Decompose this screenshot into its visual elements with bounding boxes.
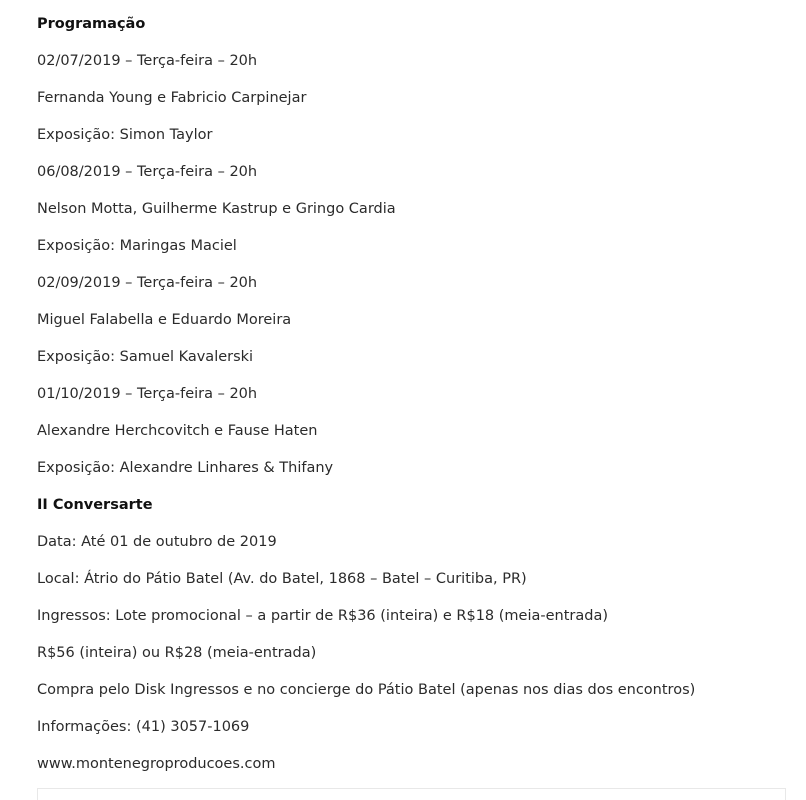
section-heading-programacao: Programação	[37, 16, 146, 32]
event-guests: Alexandre Herchcovitch e Fause Haten	[37, 423, 318, 439]
info-date: Data: Até 01 de outubro de 2019	[37, 534, 277, 550]
event-exhibition: Exposição: Samuel Kavalerski	[37, 349, 254, 365]
event-guests: Fernanda Young e Fabricio Carpinejar	[37, 90, 307, 106]
info-purchase: Compra pelo Disk Ingressos e no concierge do Pátio Batel (apenas nos dias dos encontros)	[37, 682, 696, 698]
event-exhibition: Exposição: Simon Taylor	[37, 127, 213, 143]
event-date: 02/07/2019 – Terça-feira – 20h	[37, 53, 258, 69]
content-box-edge	[37, 788, 786, 800]
event-date: 06/08/2019 – Terça-feira – 20h	[37, 164, 258, 180]
event-exhibition: Exposição: Maringas Maciel	[37, 238, 237, 254]
section-heading-conversarte: II Conversarte	[37, 497, 153, 513]
info-phone: Informações: (41) 3057-1069	[37, 719, 250, 735]
event-date: 02/09/2019 – Terça-feira – 20h	[37, 275, 258, 291]
event-guests: Nelson Motta, Guilherme Kastrup e Gringo Cardia	[37, 201, 396, 217]
website-link[interactable]: www.montenegroproducoes.com	[37, 756, 276, 772]
event-date: 01/10/2019 – Terça-feira – 20h	[37, 386, 258, 402]
event-exhibition: Exposição: Alexandre Linhares & Thifany	[37, 460, 334, 476]
info-location: Local: Átrio do Pátio Batel (Av. do Batel, 1868 – Batel – Curitiba, PR)	[37, 571, 527, 587]
info-tickets: Ingressos: Lote promocional – a partir de R$36 (inteira) e R$18 (meia-entrada)	[37, 608, 609, 624]
event-guests: Miguel Falabella e Eduardo Moreira	[37, 312, 292, 328]
info-ticket-prices: R$56 (inteira) ou R$28 (meia-entrada)	[37, 645, 317, 661]
